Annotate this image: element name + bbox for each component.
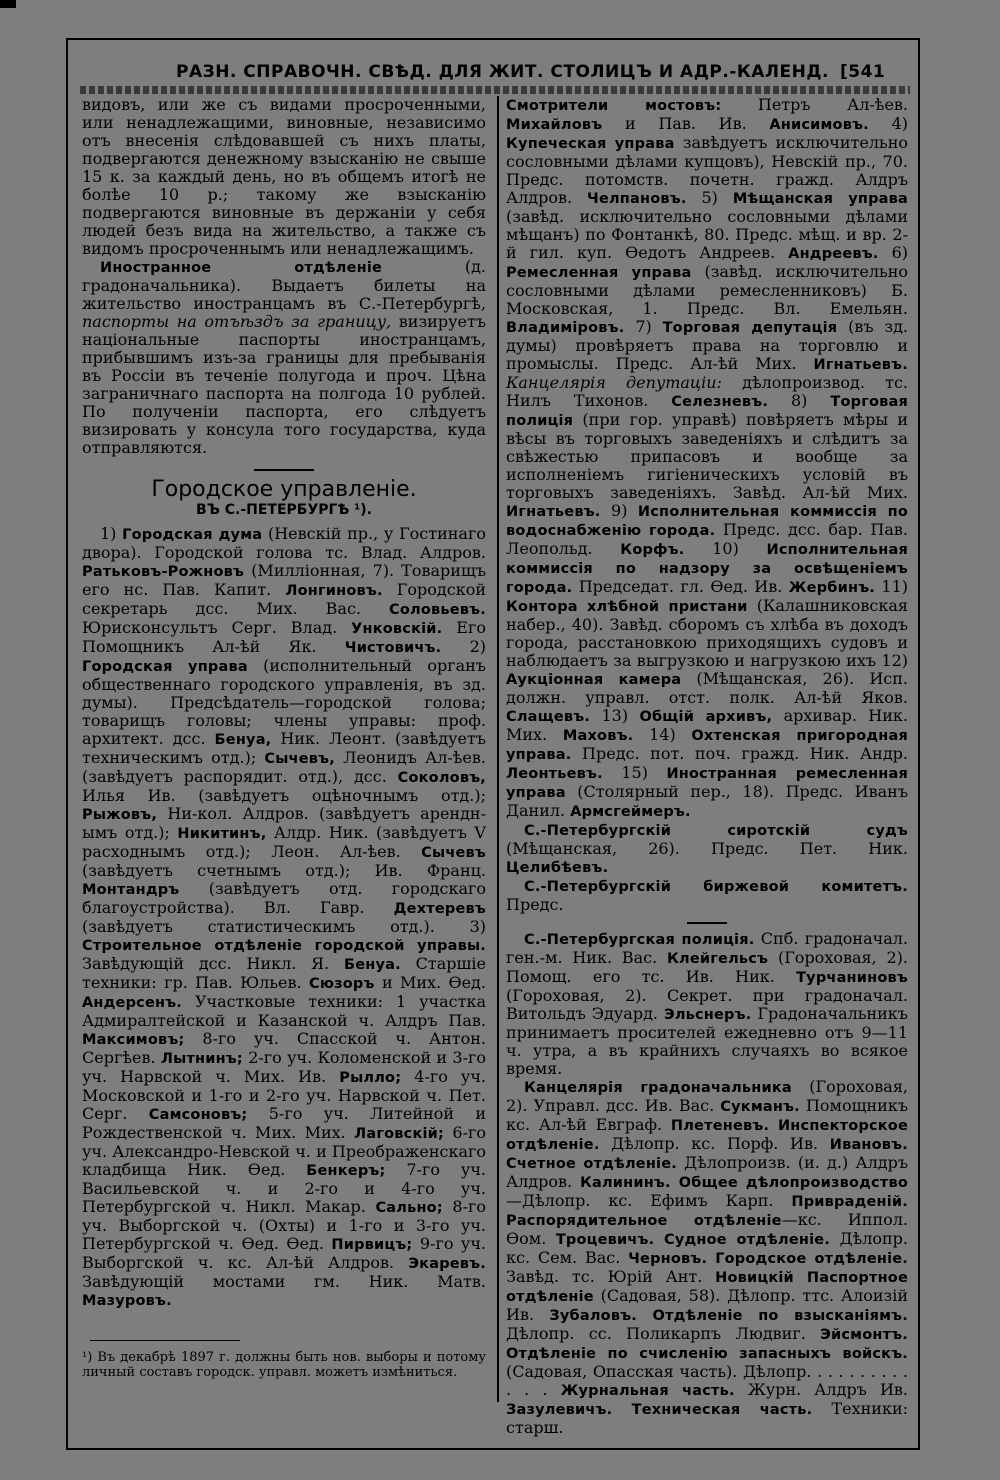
footnote-rule xyxy=(90,1340,240,1341)
paragraph-foreign-department: Иностранное отдѣленіе (д. градоначальника). Выдаетъ билеты на жительство иностранцамъ въ С.-Петербургѣ, паспорты на отъѣздъ за границу, визируетъ національные паспорты иностранцамъ, прибывшимъ изъ-за границы для пребыванія въ Россіи въ теченіе полугода и проч. Цѣна заграничнаго паспорта на полгода 10 рублей. По полученіи паспорта, его слѣдуетъ визировать у консула того государства, куда отправляются. xyxy=(82,257,486,457)
right-column xyxy=(506,96,908,1437)
footnote: ¹) Въ декабрѣ 1897 г. должны быть нов. выборы и потому личный составъ городск. управл. можетъ измѣниться. xyxy=(82,1350,486,1380)
running-title: РАЗН. СПРАВОЧН. СВѢД. ДЛЯ ЖИТ. СТОЛИЦЪ И АДР.-КАЛЕНД. xyxy=(176,62,829,82)
paragraph-city-duma: 1) Городская дума (Невскій пр., у Гостинаго двора). Городской голова тс. Влад. Алдров. Ратьковъ-Рожновъ (Милліонная, 7). Товарищъ его нс. Пав. Капит. Лонгиновъ. Городской секретарь дсс. Мих. Вас. Соловьевъ. Юрисконсультъ Серг. Влад. Унковскій. Его Помощникъ Ал-ѣй Як. Чистовичъ. 2) Городская управа (исполнительный органъ общественнаго городского управленія, въ зд. думы). Предсѣдатель—городской голова; товарищъ головы; члены управы: проф. архитект. дсс. Бенуа, Ник. Леонт. (завѣдуетъ техническимъ отд.); Сычевъ, Леонидъ Ал-ѣев. (завѣдуетъ распорядит. отд.), дсс. Соколовъ, Илья Ив. (завѣдуетъ оцѣночнымъ отд.); Рыжовъ, Ни-кол. Алдров. (завѣдуетъ аренднымъ отд.); Никитинъ, Алдр. Ник. (завѣдуетъ V расходнымъ отд.); Леон. Ал-ѣев. Сычевъ (завѣдуетъ счетнымъ отд.); Ив. Франц. Монтандръ (завѣдуетъ отд. городскаго благоустройства). Вл. Гавр. Дехтеревъ (завѣдуетъ статистическимъ отд.). 3) Строительное отдѣленіе городской управы. Завѣдующій дсс. Никл. Я. Бенуа. Старшіе техники: гр. Пав. Юльев. Сюзоръ и Мих. Ѳед. Андерсенъ. Участковые техники: 1 участка Адмиралтейской и Казанской ч. Алдръ Пав. Максимовъ; 8-го уч. Спасской ч. Антон. Сергѣев. Лытнинъ; 2-го уч. Коломенской и 3-го уч. Нарвской ч. Мих. Ив. Рылло; 4-го уч. Московской и 1-го и 2-го уч. Нарвской ч. Пет. Серг. Самсоновъ; 5-го уч. Литейной и Рождественской ч. Мих. Мих. Лаговскій; 6-го уч. Александро-Невской ч. и Преображенскаго кладбища Ник. Ѳед. Бенкеръ; 7-го уч. Васильевской ч. и 2-го и 4-го уч. Петербургской ч. Никл. Макар. Сально; 8-го уч. Выборгской ч. (Охты) и 1-го и 3-го уч. Петербургской ч. Ѳед. Ѳед. Пирвицъ; 9-го уч. Выборгской ч. кс. Ал-ѣй Алдров. Экаревъ. Завѣдующій мостами гм. Ник. Матв. Мазуровъ. xyxy=(82,524,487,1309)
column-divider xyxy=(497,96,499,1402)
paragraph-exchange-committee: С.-Петербургскій биржевой комитетъ. Предс. xyxy=(506,879,908,914)
paragraph-governor-office: Канцелярія градоначальника (Гороховая, 2). Управл. дсс. Ив. Вас. Сукманъ. Помощникъ кс. Ал-ѣй Евграф. Плетеневъ. Инспекторское отдѣленіе. Дѣлопр. кс. Порф. Ив. Ивановъ. Счетное отдѣленіе. Дѣлопроизв. (и. д.) Алдръ Алдров. Калининъ. Общее дѣлопроизводство—Дѣлопр. кс. Ефимъ Карп. Привраденій. Распорядительное отдѣленіе—кс. Иппол. Ѳом. Троцевичъ. Судное отдѣленіе. Дѣлопр. кс. Сем. Вас. Черновъ. Городское отдѣленіе. Завѣд. тс. Юрій Ант. Новицкій Паспортное отдѣленіе (Садовая, 58). Дѣлопр. ттс. Алоизій Ив. Зубаловъ. Отдѣленіе по взысканіямъ. Дѣлопр. сс. Поликарпъ Людвиг. Эйсмонтъ. Отдѣленіе по счисленію запасныхъ войскъ. (Садовая, Опасская часть). Дѣлопр. . . . . . . . . . . . . Журнальная часть. Журн. Алдръ Ив. Зазулевичъ. Техническая часть. Техники: старш. xyxy=(506,1077,909,1437)
paragraph-orphan-court: С.-Петербургскій сиротскій судъ (Мѣщанская, 26). Предс. Пет. Ник. Целибѣевъ. xyxy=(506,823,908,876)
header-rule xyxy=(80,86,910,94)
left-column xyxy=(82,96,486,1310)
page-number: [541 xyxy=(840,62,886,82)
paragraph-residence-penalties: видовъ, или же съ видами просроченными, или ненадлежащими, виновные, независимо отъ внесенія слѣдовавшей съ нихъ платы, подвергаются денежному взысканію не свыше 15 к. за каждый день, но въ общемъ итогѣ не болѣе 10 р.; такому же взысканію подвергаются виновные въ держаніи у себя людей безъ вида на жительство, а также съ видомъ просроченнымъ или ненадлежащимъ. xyxy=(82,95,486,258)
section-title: Городское управленіе. xyxy=(151,477,417,502)
running-header xyxy=(80,60,910,88)
separator-rule xyxy=(687,922,727,924)
paragraph-police: С.-Петербургская полиція. Спб. градоначал. ген.-м. Ник. Вас. Клейгельсъ (Гороховая, 2). Помощ. его тс. Ив. Ник. Турчаниновъ (Гороховая, 2). Секрет. при градоначал. Витольдъ Эдуард. Эльснеръ. Градоначальникъ принимаетъ просителей ежедневно отъ 9—11 ч. утра, а въ крайнихъ случаяхъ во всякое время. xyxy=(506,929,909,1078)
separator-rule xyxy=(254,469,314,471)
scan-corner-mark xyxy=(0,0,16,8)
section-subtitle: ВЪ С.-ПЕТЕРБУРГѢ ¹). xyxy=(196,502,372,518)
paragraph-city-administration-cont: Смотрители мостовъ: Петръ Ал-ѣев. Михайловъ и Пав. Ив. Анисимовъ. 4) Купеческая управа завѣдуетъ исключительно сословными дѣлами купцовъ), Невскій пр., 70. Предс. потомств. почетн. гражд. Алдръ Алдров. Челпановъ. 5) Мѣщанская управа (завѣд. исключительно сословными дѣлами мѣщанъ) по Фонтанкѣ, 80. Предс. мѣщ. и вр. 2-й гил. куп. Ѳедотъ Андреев. Андреевъ. 6) Ремесленная управа (завѣд. исключительно сословными дѣлами ремесленниковъ) Б. Московская, 1. Предс. Вл. Емельян. Владиміровъ. 7) Торговая депутація (въ зд. думы) провѣряетъ права на торговлю и промыслы. Предс. Ал-ѣй Мих. Игнатьевъ. Канцелярія депутаціи: дѣлопроизвод. тс. Нилъ Тихонов. Селезневъ. 8) Торговая полиція (при гор. управѣ) повѣряетъ мѣры и вѣсы въ торговыхъ заведеніяхъ и слѣдитъ за свѣжестью припасовъ и вообще за исполненіемъ гигіеническихъ условій въ торговыхъ заведеніяхъ. Завѣд. Ал-ѣй Мих. Игнатьевъ. 9) Исполнительная коммиссія по водоснабженію города. Предс. дсс. бар. Пав. Леопольд. Корфъ. 10) Исполнительная коммиссія по надзору за освѣщеніемъ города. Председат. гл. Ѳед. Ив. Жербинъ. 11) Контора хлѣбной пристани (Калашниковская набер., 40). Завѣд. сборомъ съ хлѣба въ доходъ города, расстановкою приходящихъ судовъ и наблюдаетъ за выгрузкою и нагрузкою ихъ 12) Аукціонная камера (Мѣщанская, 26). Исп. должн. управл. отст. полк. Ал-ѣй Яков. Слащевъ. 13) Общій архивъ, архивар. Ник. Мих. Маховъ. 14) Охтенская пригородная управа. Предс. пот. поч. гражд. Ник. Андр. Леонтьевъ. 15) Иностранная ремесленная управа (Столярный пер., 18). Предс. Иванъ Данил. Армсгеймеръ. xyxy=(506,95,909,820)
